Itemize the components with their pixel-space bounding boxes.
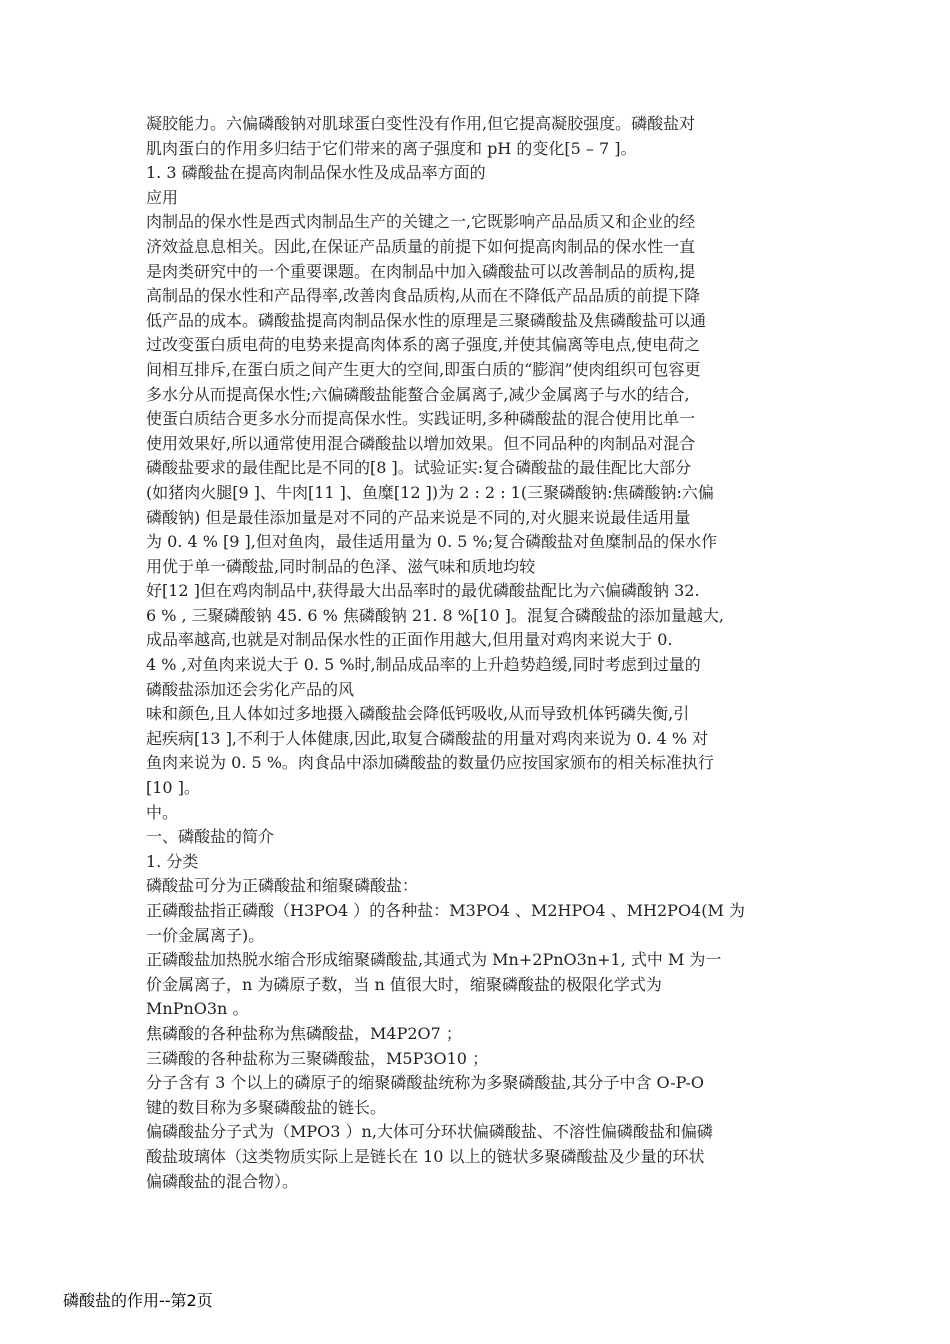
text-line: 正磷酸盐加热脱水缩合形成缩聚磷酸盐,其通式为 Mn+2PnO3n+1, 式中 M 为一	[146, 950, 722, 970]
text-line: 4 % ,对鱼肉来说大于 0. 5 %时,制品成品率的上升趋势趋缓,同时考虑到过量的	[146, 655, 701, 675]
text-line: 一、磷酸盐的简介	[146, 827, 275, 847]
text-line: 起疾病[13 ],不利于人体健康,因此,取复合磷酸盐的用量对鸡肉来说为 0. 4 % 对	[146, 728, 709, 748]
text-line: 键的数目称为多聚磷酸盐的链长。	[146, 1097, 387, 1117]
text-line: 多水分从而提高保水性;六偏磷酸盐能螯合金属离子,减少金属离子与水的结合,	[146, 384, 690, 404]
text-line: 分子含有 3 个以上的磷原子的缩聚磷酸盐统称为多聚磷酸盐,其分子中含 O-P-O	[146, 1073, 705, 1093]
text-line: 偏磷酸盐的混合物）。	[146, 1171, 299, 1191]
text-line: 好[12 ]但在鸡肉制品中,获得最大出品率时的最优磷酸盐配比为六偏磷酸钠 32.	[146, 581, 700, 601]
text-line: 用优于单一磷酸盐,同时制品的色泽、滋气味和质地均较	[146, 556, 536, 576]
text-line: 偏磷酸盐分子式为（MPO3 ）n,大体可分环状偏磷酸盐、不溶性偏磷酸盐和偏磷	[146, 1122, 713, 1142]
document-body	[146, 112, 814, 1194]
text-line: MnPnO3n 。	[146, 999, 249, 1019]
text-line: 6 % , 三聚磷酸钠 45. 6 % 焦磷酸钠 21. 8 %[10 ]。混复合磷酸盐的添加量越大,	[146, 605, 725, 625]
text-line: 使蛋白质结合更多水分而提高保水性。实践证明,多种磷酸盐的混合使用比单一	[146, 409, 696, 429]
text-line: 磷酸盐要求的最佳配比是不同的[8 ]。试验证实:复合磷酸盐的最佳配比大部分	[146, 458, 692, 478]
text-line: 济效益息息相关。因此,在保证产品质量的前提下如何提高肉制品的保水性一直	[146, 236, 696, 256]
page-footer: 磷酸盐的作用--第2页	[63, 1291, 213, 1310]
text-line: 应用	[146, 187, 179, 207]
text-line: 1. 分类	[146, 851, 199, 871]
text-line: 使用效果好,所以通常使用混合磷酸盐以增加效果。但不同品种的肉制品对混合	[146, 433, 696, 453]
text-line: 价金属离子，n 为磷原子数，当 n 值很大时，缩聚磷酸盐的极限化学式为	[146, 974, 662, 994]
text-line: [10 ]。	[146, 778, 200, 798]
text-line: 三磷酸的各种盐称为三聚磷酸盐，M5P3O10 ；	[146, 1048, 489, 1068]
text-line: (如猪肉火腿[9 ]、牛肉[11 ]、鱼糜[12 ])为 2 : 2 : 1(三聚磷酸钠:焦磷酸钠:六偏	[146, 482, 714, 502]
text-line: 凝胶能力。六偏磷酸钠对肌球蛋白变性没有作用,但它提高凝胶强度。磷酸盐对	[146, 114, 696, 133]
text-line: 过改变蛋白质电荷的电势来提高肉体系的离子强度,并使其偏离等电点,使电荷之	[146, 335, 701, 355]
text-line: 成品率越高,也就是对制品保水性的正面作用越大,但用量对鸡肉来说大于 0.	[146, 630, 673, 650]
text-line: 间相互排斥,在蛋白质之间产生更大的空间,即蛋白质的“膨润”使肉组织可包容更	[146, 359, 701, 379]
text-line: 高制品的保水性和产品得率,改善肉食品质构,从而在不降低产品品质的前提下降	[146, 286, 701, 306]
text-line: 为 0. 4 % [9 ],但对鱼肉，最佳适用量为 0. 5 %;复合磷酸盐对鱼糜制品的保水作	[146, 532, 718, 552]
text-line: 味和颜色,且人体如过多地摄入磷酸盐会降低钙吸收,从而导致机体钙磷失衡,引	[146, 704, 690, 724]
text-line: 酸盐玻璃体（这类物质实际上是链长在 10 以上的链状多聚磷酸盐及少量的环状	[146, 1146, 705, 1166]
text-line: 磷酸盐可分为正磷酸盐和缩聚磷酸盐：	[146, 876, 419, 896]
text-line: 低产品的成本。磷酸盐提高肉制品保水性的原理是三聚磷酸盐及焦磷酸盐可以通	[146, 310, 707, 330]
text-line: 鱼肉来说为 0. 5 %。肉食品中添加磷酸盐的数量仍应按国家颁布的相关标准执行	[146, 753, 714, 773]
text-line: 正磷酸盐指正磷酸（H3PO4 ）的各种盐：M3PO4 、M2HPO4 、MH2PO4(M 为	[146, 901, 745, 920]
text-line: 磷酸盐添加还会劣化产品的风	[146, 679, 355, 699]
text-line: 一价金属离子)。	[146, 925, 265, 945]
text-line: 肌肉蛋白的作用多归结于它们带来的离子强度和 pH 的变化[5 – 7 ]。	[146, 138, 637, 158]
text-line: 是肉类研究中的一个重要课题。在肉制品中加入磷酸盐可以改善制品的质构,提	[146, 261, 696, 281]
text-line: 肉制品的保水性是西式肉制品生产的关键之一,它既影响产品品质又和企业的经	[146, 212, 696, 232]
text-line: 1. 3 磷酸盐在提高肉制品保水性及成品率方面的	[146, 163, 486, 183]
text-line: 焦磷酸的各种盐称为焦磷酸盐，M4P2O7 ；	[146, 1023, 462, 1043]
text-line: 中。	[146, 802, 179, 822]
text-line: 磷酸钠) 但是最佳添加量是对不同的产品来说是不同的,对火腿来说最佳适用量	[146, 507, 691, 527]
